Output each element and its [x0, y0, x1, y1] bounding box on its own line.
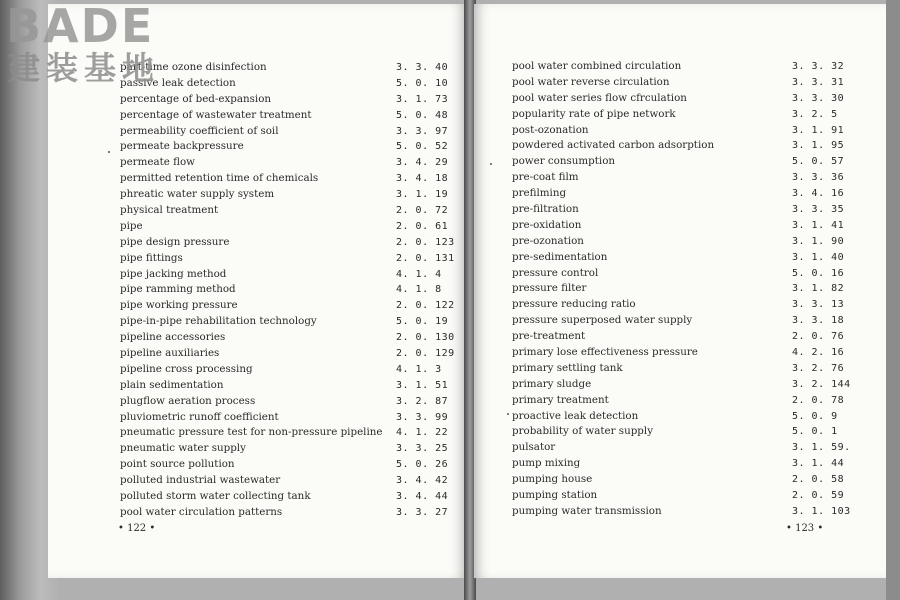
index-entry: [512, 75, 845, 91]
index-term: pool water series flow cfrculation: [512, 91, 687, 104]
index-entry: [120, 155, 449, 171]
index-term: pneumatic pressure test for non-pressure pipeline: [120, 426, 383, 439]
index-term: primary treatment: [512, 393, 609, 406]
index-term: pipe: [120, 219, 143, 232]
clause-number: 3. 4. 18: [396, 173, 449, 185]
index-entry: [512, 266, 845, 282]
index-entry: [512, 472, 845, 488]
index-term: pipeline accessories: [120, 331, 226, 344]
clause-number: 2. 0. 76: [792, 331, 845, 343]
right-index-list: [512, 59, 851, 520]
index-term: power consumption: [512, 155, 616, 168]
index-entry: [120, 298, 455, 314]
index-entry: [512, 91, 845, 107]
index-entry: [120, 203, 449, 219]
clause-number: 5. 0. 48: [396, 109, 449, 121]
clause-number: 3. 4. 16: [792, 188, 845, 200]
clause-number: 3. 3. 30: [792, 92, 845, 104]
index-entry: [512, 59, 845, 75]
index-entry: [512, 313, 845, 329]
index-entry: [512, 154, 845, 170]
clause-number: 4. 1. 4: [396, 268, 442, 280]
clause-number: 5. 0. 26: [396, 459, 449, 471]
clause-number: 4. 1. 3: [396, 363, 442, 375]
index-term: polluted storm water collecting tank: [120, 490, 311, 503]
index-term: pool water combined circulation: [512, 60, 682, 72]
index-term: point source pollution: [120, 458, 235, 471]
clause-number: 3. 3. 36: [792, 172, 845, 184]
index-entry: [120, 314, 449, 330]
index-term: pipeline cross processing: [120, 362, 253, 375]
index-term: pipe fittings: [120, 251, 183, 264]
clause-number: 3. 1. 19: [396, 189, 449, 201]
index-entry: [512, 424, 838, 440]
clause-number: 3. 3. 35: [792, 204, 845, 216]
speck-mark: [490, 163, 492, 165]
clause-number: 2. 0. 78: [792, 394, 845, 406]
index-term: pipe ramming method: [120, 283, 236, 296]
clause-number: 5. 0. 52: [396, 141, 449, 153]
clause-number: 5. 0. 19: [396, 316, 449, 328]
index-entry: [512, 250, 845, 266]
clause-number: 3. 1. 95: [792, 140, 845, 152]
index-entry: [512, 504, 851, 520]
clause-number: 3. 3. 27: [396, 506, 449, 518]
index-entry: [512, 488, 845, 504]
index-term: permeate flow: [120, 156, 195, 169]
index-term: powdered activated carbon adsorption: [512, 139, 715, 152]
index-term: pumping house: [512, 473, 593, 486]
index-term: pre-oxidation: [512, 218, 582, 231]
index-term: popularity rate of pipe network: [512, 107, 676, 120]
index-entry: [512, 329, 845, 345]
index-term: polluted industrial wastewater: [120, 474, 281, 487]
clause-number: 3. 1. 41: [792, 219, 845, 231]
index-entry: [512, 234, 845, 250]
clause-number: 3. 1. 82: [792, 283, 845, 295]
index-term: pipe-in-pipe rehabilitation technology: [120, 315, 317, 328]
index-entry: [120, 124, 449, 140]
clause-number: 3. 3. 99: [396, 411, 449, 423]
clause-number: 4. 1. 22: [396, 427, 449, 439]
clause-number: 5. 0. 1: [792, 426, 838, 438]
index-entry: [120, 235, 455, 251]
index-term: passive leak detection: [120, 76, 236, 89]
index-term: pump mixing: [512, 457, 581, 470]
index-term: pipeline auxiliaries: [120, 347, 220, 360]
index-term: probability of water supply: [512, 425, 654, 438]
clause-number: 5. 0. 16: [792, 267, 845, 279]
index-term: pressure filter: [512, 282, 587, 295]
index-entry: [120, 171, 449, 187]
index-term: plain sedimentation: [120, 378, 224, 391]
index-term: pre-coat film: [512, 171, 579, 184]
watermark-latin-text: BADE: [6, 0, 155, 53]
index-term: pre-ozonation: [512, 234, 584, 247]
index-entry: [512, 297, 845, 313]
index-term: percentage of wastewater treatment: [120, 108, 312, 121]
index-entry: [512, 186, 845, 202]
left-index-list: [120, 60, 455, 521]
clause-number: 3. 2. 144: [792, 378, 851, 390]
index-entry: [120, 346, 455, 362]
clause-number: 3. 1. 51: [396, 379, 449, 391]
clause-number: 2. 0. 123: [396, 236, 455, 248]
clause-number: 3. 3. 13: [792, 299, 845, 311]
clause-number: 3. 1. 73: [396, 93, 449, 105]
index-entry: [120, 394, 449, 410]
index-entry: [120, 219, 449, 235]
clause-number: 3. 1. 40: [792, 251, 845, 263]
clause-number: 3. 2. 76: [792, 362, 845, 374]
index-term: pressure reducing ratio: [512, 298, 636, 311]
clause-number: 2. 0. 129: [396, 348, 455, 360]
index-entry: [120, 92, 449, 108]
clause-number: 3. 4. 42: [396, 475, 449, 487]
index-term: percentage of bed-expansion: [120, 92, 272, 105]
index-entry: [120, 362, 440, 378]
clause-number: 3. 4. 29: [396, 157, 449, 169]
index-term: pumping station: [512, 489, 598, 502]
clause-number: 3. 2. 87: [396, 395, 449, 407]
index-entry: [512, 107, 838, 123]
clause-number: 5. 0. 10: [396, 77, 449, 89]
index-entry: [512, 281, 845, 297]
index-term: permitted retention time of chemicals: [120, 172, 319, 185]
clause-number: 3. 1. 90: [792, 235, 845, 247]
clause-number: 3. 3. 18: [792, 315, 845, 327]
index-term: prefilming: [512, 187, 567, 200]
clause-number: 3. 1. 59.: [792, 442, 851, 454]
index-entry: [120, 139, 449, 155]
clause-number: 2. 0. 58: [792, 474, 845, 486]
right-page-number: • 123 •: [786, 523, 824, 534]
index-term: phreatic water supply system: [120, 188, 275, 201]
index-entry: [512, 409, 838, 425]
index-entry: [120, 473, 449, 489]
clause-number: 3. 3. 40: [396, 62, 449, 73]
index-entry: [120, 457, 449, 473]
index-term: primary lose effectiveness pressure: [512, 346, 698, 359]
clause-number: 3. 4. 44: [396, 491, 449, 503]
clause-number: 3. 1. 103: [792, 505, 851, 517]
index-entry: [512, 361, 845, 377]
index-entry: [120, 425, 449, 441]
clause-number: 4. 2. 16: [792, 347, 845, 359]
clause-number: 5. 0. 9: [792, 410, 838, 422]
index-entry: [120, 410, 449, 426]
clause-number: 3. 1. 91: [792, 124, 845, 136]
clause-number: 3. 2. 5: [792, 108, 838, 120]
index-term: pipe working pressure: [120, 299, 238, 312]
index-term: plugflow aeration process: [120, 394, 256, 407]
index-term: primary sludge: [512, 377, 592, 390]
index-term: permeate backpressure: [120, 140, 244, 153]
index-entry: [512, 202, 845, 218]
index-term: pneumatic water supply: [120, 442, 246, 455]
index-entry: [512, 218, 845, 234]
index-term: pre-treatment: [512, 330, 586, 343]
index-entry: [512, 138, 845, 154]
index-entry: [120, 489, 449, 505]
index-entry: [120, 187, 449, 203]
clause-number: 2. 0. 59: [792, 490, 845, 502]
index-term: pre-filtration: [512, 203, 579, 216]
index-entry: [512, 345, 845, 361]
index-entry: [120, 378, 449, 394]
index-entry: [120, 505, 449, 521]
index-term: pre-sedimentation: [512, 250, 608, 263]
clause-number: 3. 1. 44: [792, 458, 845, 470]
index-entry: [120, 60, 449, 76]
speck-mark: [108, 151, 110, 153]
clause-number: 4. 1. 8: [396, 284, 442, 296]
clause-number: 3. 3. 32: [792, 61, 845, 72]
clause-number: 5. 0. 57: [792, 156, 845, 168]
clause-number: 2. 0. 61: [396, 220, 449, 232]
scan-edge: [886, 0, 900, 600]
index-entry: [512, 377, 851, 393]
index-term: pumping water transmission: [512, 504, 662, 517]
index-entry: [120, 441, 449, 457]
speck-mark: [507, 413, 509, 415]
clause-number: 2. 0. 122: [396, 300, 455, 312]
index-entry: [120, 330, 455, 346]
index-term: pool water circulation patterns: [120, 505, 283, 518]
index-term: primary settling tank: [512, 361, 623, 374]
clause-number: 3. 3. 25: [396, 443, 449, 455]
index-entry: [120, 108, 449, 124]
index-entry: [512, 170, 845, 186]
index-term: pressure superposed water supply: [512, 314, 693, 327]
index-term: pressure control: [512, 266, 599, 279]
index-term: pipe design pressure: [120, 235, 230, 248]
index-entry: [120, 251, 455, 267]
index-entry: [120, 267, 440, 283]
index-term: post-ozonation: [512, 123, 589, 136]
index-entry: [512, 393, 845, 409]
index-term: pluviometric runoff coefficient: [120, 410, 279, 423]
index-entry: [512, 440, 851, 456]
clause-number: 3. 3. 97: [396, 125, 449, 137]
index-term: physical treatment: [120, 204, 219, 217]
index-term: pool water reverse circulation: [512, 75, 670, 88]
index-entry: [512, 456, 845, 472]
watermark-cjk-text: 建装基地: [8, 49, 161, 87]
index-term: permeability coefficient of soil: [120, 124, 279, 137]
clause-number: 3. 3. 31: [792, 76, 845, 88]
clause-number: 2. 0. 72: [396, 205, 449, 217]
index-term: pipe jacking method: [120, 267, 227, 280]
index-entry: [120, 76, 449, 92]
left-page-number: • 122 •: [118, 523, 156, 534]
clause-number: 2. 0. 130: [396, 332, 455, 344]
index-term: proactive leak detection: [512, 409, 639, 422]
clause-number: 2. 0. 131: [396, 252, 455, 264]
index-term: part-time ozone disinfection: [120, 61, 267, 73]
index-entry: [120, 282, 440, 298]
index-entry: [512, 123, 845, 139]
index-term: pulsator: [512, 441, 556, 454]
